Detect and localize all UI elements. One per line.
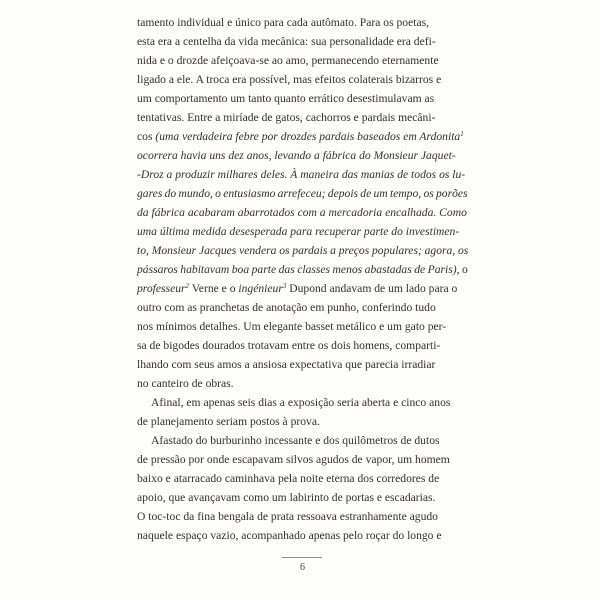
text-segment: pássaros habitavam boa parte das classes menos abastadas de Paris): [137, 263, 457, 276]
text-line: [137, 450, 468, 469]
text-segment: Afinal, em apenas seis dias a exposição seria aberta e cinco anos: [151, 396, 451, 409]
text-segment: gares do mundo, o entusiasmo arrefeceu; depois de um tempo, os porões: [137, 187, 468, 200]
text-segment: outro com as pranchetas de anotação em punho, conferindo tudo: [137, 301, 436, 314]
text-line: [137, 469, 468, 488]
text-line: [137, 507, 468, 526]
text-line: [137, 146, 468, 165]
text-line: [137, 127, 468, 146]
text-line: [137, 13, 468, 32]
text-segment: um comportamento um tanto quanto errático desestimulavam as: [137, 92, 435, 105]
text-segment: sa de bigodes dourados trotavam entre os dois homens, comparti-: [137, 339, 441, 352]
text-segment: -Droz a produzir milhares deles. À maneira das manias de todos os lu-: [137, 168, 466, 181]
text-segment: lhando com seus amos a ansiosa expectativa que parecia irradiar: [137, 358, 436, 371]
text-line: [137, 279, 468, 298]
footer-rule: [282, 557, 322, 558]
text-line: [137, 374, 468, 393]
text-segment: baixo e atarracado caminhava pela noite eterna dos corredores de: [137, 472, 440, 485]
text-segment: apoio, que avançavam como um labirinto de portas e escadarias.: [137, 491, 436, 504]
text-line: [137, 412, 468, 431]
text-segment: Verne e o: [189, 282, 239, 295]
text-line: [137, 317, 468, 336]
text-segment: da fábrica acabaram abarrotados com a mercadoria encalhada. Como: [137, 206, 467, 219]
body-text: [137, 13, 468, 545]
text-segment: , o: [456, 263, 468, 276]
footnote-marker: 2: [185, 282, 190, 290]
text-segment: O toc-toc da fina bengala de prata ressoava estranhamente agudo: [137, 510, 438, 523]
text-segment: de pressão por onde escapavam silvos agudos de vapor, um homem: [137, 453, 450, 466]
text-line: [137, 70, 468, 89]
text-segment: nos mínimos detalhes. Um elegante basset metálico e um gato per-: [137, 320, 447, 333]
text-segment: cos: [137, 130, 156, 143]
text-line: [137, 336, 468, 355]
text-segment: ocorrera havia uns dez anos, levando a fábrica do Monsieur Jaquet-: [137, 149, 456, 162]
text-line: [137, 89, 468, 108]
text-segment: (uma verdadeira febre por drozdes pardais baseados em Ardonita: [155, 130, 461, 143]
text-line: [137, 203, 468, 222]
text-line: [137, 184, 468, 203]
text-segment: tamento individual e único para cada autômato. Para os poetas,: [137, 16, 430, 29]
text-line: [137, 393, 468, 412]
text-segment: de planejamento seriam postos à prova.: [137, 415, 320, 428]
text-segment: naquele espaço vazio, acompanhado apenas pelo roçar do longo e: [137, 529, 442, 542]
text-segment: nida e o drozde afeiçoava-se ao amo, permanecendo eternamente: [137, 54, 439, 67]
text-segment: to, Monsieur Jacques vendera os pardais a preços populares; agora, os: [137, 244, 469, 257]
text-segment: professeur: [137, 282, 186, 295]
text-segment: Dupond andavam de um lado para o: [286, 282, 458, 295]
footnote-marker: 1: [460, 130, 464, 138]
text-line: [137, 51, 468, 70]
text-line: [137, 222, 468, 241]
text-segment: esta era a centelha da vida mecânica: sua personalidade era defi-: [137, 35, 436, 48]
text-segment: ingénieur: [238, 282, 283, 295]
text-segment: tentativas. Entre a miríade de gatos, cachorros e pardais mecâni-: [137, 111, 436, 124]
text-line: [137, 241, 468, 260]
text-line: [137, 526, 468, 545]
page-number: 6: [300, 562, 305, 573]
footnote-marker: 3: [282, 282, 287, 290]
text-segment: ligado a ele. A troca era possível, mas efeitos colaterais bizarros e: [137, 73, 442, 86]
text-line: [137, 165, 468, 184]
text-line: [137, 431, 468, 450]
text-line: [137, 260, 468, 279]
text-line: [137, 488, 468, 507]
text-segment: uma última medida desesperada para recuperar parte do investimen-: [137, 225, 460, 238]
text-line: [137, 32, 468, 51]
text-segment: Afastado do burburinho incessante e dos quilômetros de dutos: [151, 434, 440, 447]
text-line: [137, 108, 468, 127]
text-segment: no canteiro de obras.: [137, 377, 234, 390]
text-line: [137, 355, 468, 374]
text-line: [137, 298, 468, 317]
